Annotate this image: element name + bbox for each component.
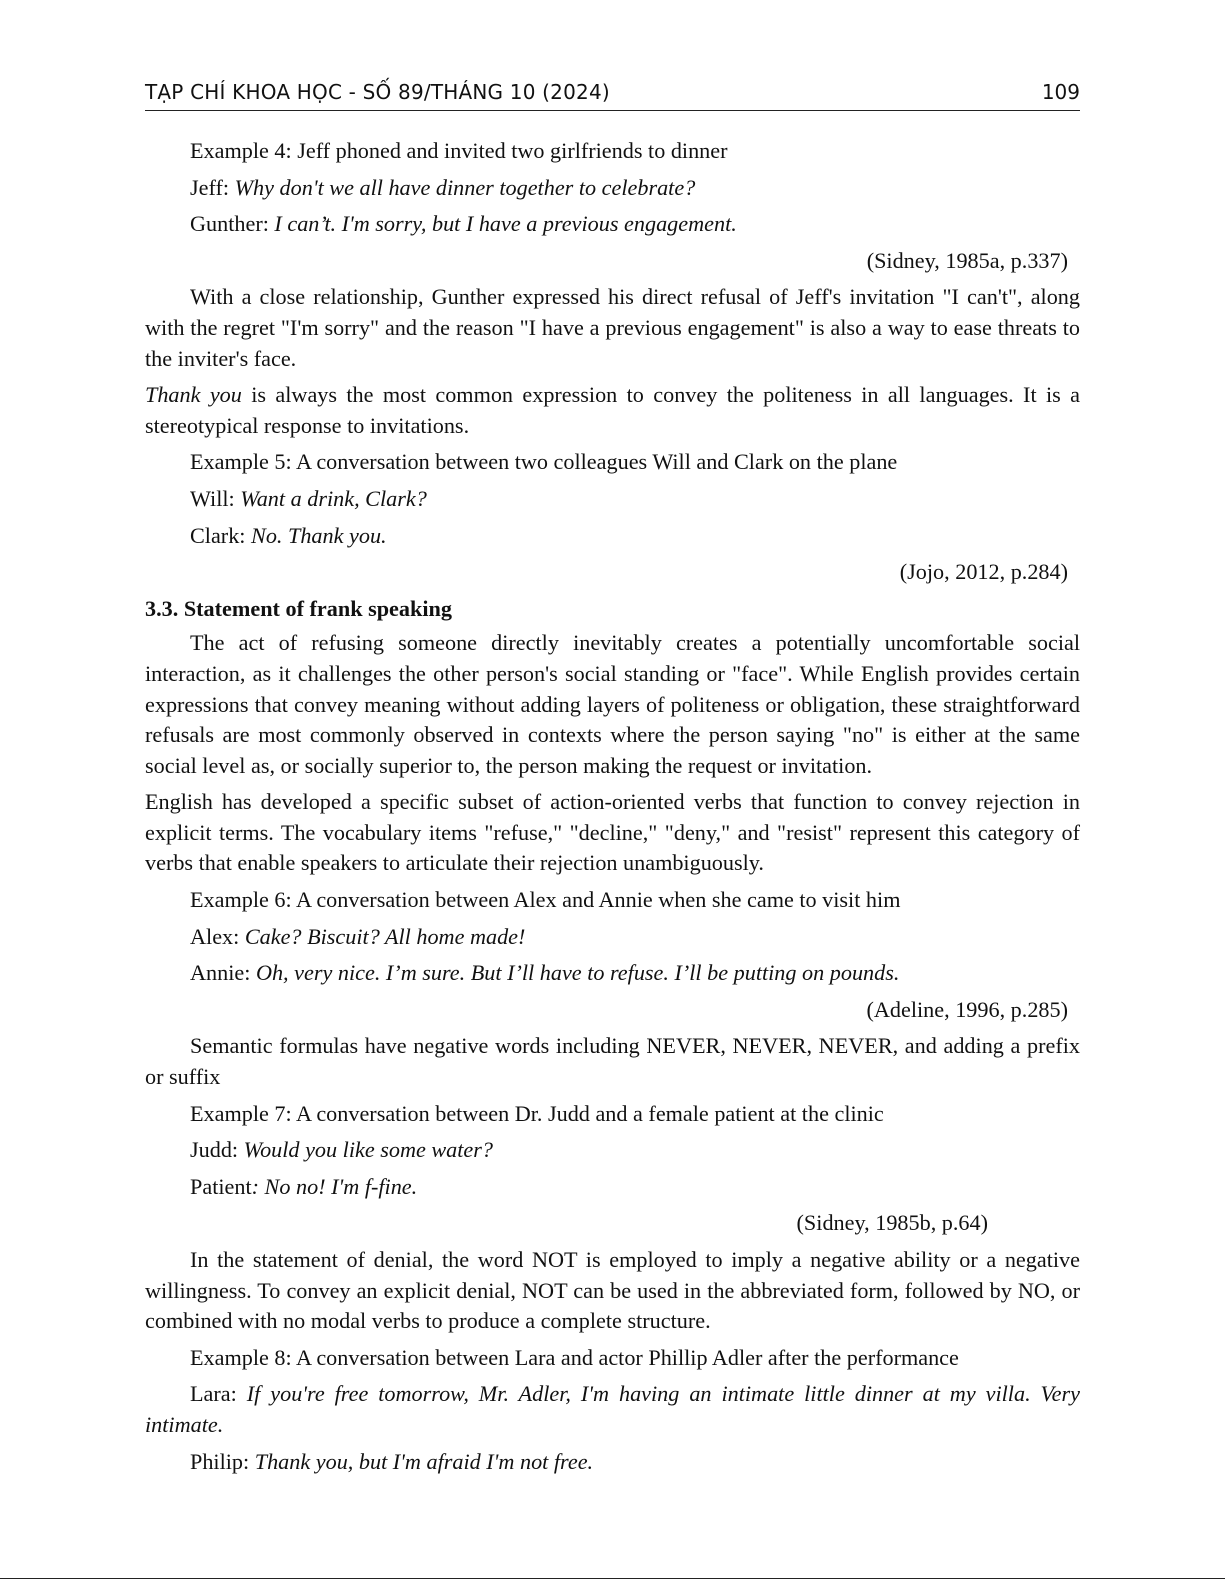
example-6-citation: (Adeline, 1996, p.285): [866, 996, 1068, 1022]
example-7-citation: (Sidney, 1985b, p.64): [796, 1210, 988, 1236]
example-5-intro: Example 5: A conversation between two colleagues Will and Clark on the plane: [190, 449, 898, 475]
utterance: Oh, very nice. I’m sure. But I’ll have to refuse. I’ll be putting on pounds.: [255, 960, 900, 986]
paragraph-3: The act of refusing someone directly inevitably creates a potentially uncomfortable social interaction, as it challenges the other person's social standing or "face". While English provides certain expressions that convey meaning without adding layers of politeness or obligation, these straightforward refusals are most commonly observed in contexts where the person saying "no" is either at the same social level as, or socially superior to, the person making the request or invitation.: [145, 630, 1080, 778]
emphasis: Thank you: [145, 382, 242, 408]
example-4-line-2: [145, 209, 1080, 240]
speaker: Lara:: [190, 1381, 247, 1407]
example-6-intro: Example 6: A conversation between Alex and Annie when she came to visit him: [190, 887, 901, 913]
speaker: Judd:: [190, 1137, 244, 1163]
speaker: Alex:: [190, 923, 245, 949]
section-heading: 3.3. Statement of frank speaking: [145, 595, 452, 621]
page-number: 109: [1041, 80, 1080, 104]
example-7-line-1: [145, 1135, 1080, 1166]
utterance: Thank you, but I'm afraid I'm not free.: [254, 1448, 594, 1474]
journal-title: TẠP CHÍ KHOA HỌC - SỐ 89/THÁNG 10 (2024): [145, 80, 610, 104]
article-body: [145, 136, 1080, 1483]
example-8-line-2: [145, 1447, 1080, 1478]
paragraph-6: In the statement of denial, the word NOT is employed to imply a negative ability or a negative willingness. To convey an explicit denial, NOT can be used in the abbreviated form, followed by NO, or combined with no modal verbs to produce a complete structure.: [145, 1247, 1080, 1334]
example-5-citation: (Jojo, 2012, p.284): [899, 559, 1068, 585]
example-4-line-1: [145, 173, 1080, 204]
example-7-line-2: [145, 1172, 1080, 1203]
utterance: If you're free tomorrow, Mr. Adler, I'm having an intimate little dinner at my villa. Very intimate.: [145, 1381, 1080, 1437]
utterance: Would you like some water?: [243, 1137, 494, 1163]
running-header: [145, 78, 1080, 111]
paragraph-5: Semantic formulas have negative words including NEVER, NEVER, NEVER, and adding a prefix or suffix: [145, 1033, 1080, 1090]
example-6-line-2: [145, 958, 1080, 989]
example-6-line-1: [145, 922, 1080, 953]
utterance: No. Thank you.: [251, 522, 387, 548]
utterance: : No no! I'm f-fine.: [251, 1173, 418, 1199]
example-8-line-1: [145, 1379, 1080, 1440]
speaker: Clark:: [190, 522, 252, 548]
speaker: Patient: [190, 1173, 252, 1199]
example-8-intro: Example 8: A conversation between Lara and actor Phillip Adler after the performance: [190, 1344, 959, 1370]
example-4-citation: (Sidney, 1985a, p.337): [866, 247, 1068, 273]
utterance: I can’t. I'm sorry, but I have a previous engagement.: [274, 211, 737, 237]
paragraph-1: With a close relationship, Gunther expressed his direct refusal of Jeff's invitation "I can't", along with the regret "I'm sorry" and the reason "I have a previous engagement" is also a way to ease threats to the inviter's face.: [145, 284, 1080, 371]
page-bottom-rule: [0, 1578, 1225, 1579]
utterance: Want a drink, Clark?: [240, 485, 427, 511]
speaker: Gunther:: [190, 211, 275, 237]
paragraph-2: [145, 380, 1080, 441]
speaker: Will:: [190, 485, 241, 511]
example-5-line-1: [145, 484, 1080, 515]
example-5-line-2: [145, 521, 1080, 552]
paragraph-text: is always the most common expression to convey the politeness in all languages. It is a stereotypical response to invitations.: [145, 382, 1080, 438]
speaker: Jeff:: [190, 174, 235, 200]
speaker: Philip:: [190, 1448, 255, 1474]
paragraph-4: English has developed a specific subset of action-oriented verbs that function to convey rejection in explicit terms. The vocabulary items "refuse," "decline," "deny," and "resist" represent this category of verbs that enable speakers to articulate their rejection unambiguously.: [145, 789, 1080, 876]
speaker: Annie:: [190, 960, 256, 986]
utterance: Why don't we all have dinner together to celebrate?: [234, 174, 696, 200]
utterance: Cake? Biscuit? All home made!: [244, 923, 526, 949]
example-4-intro: Example 4: Jeff phoned and invited two girlfriends to dinner: [190, 138, 728, 163]
example-7-intro: Example 7: A conversation between Dr. Judd and a female patient at the clinic: [190, 1100, 884, 1126]
